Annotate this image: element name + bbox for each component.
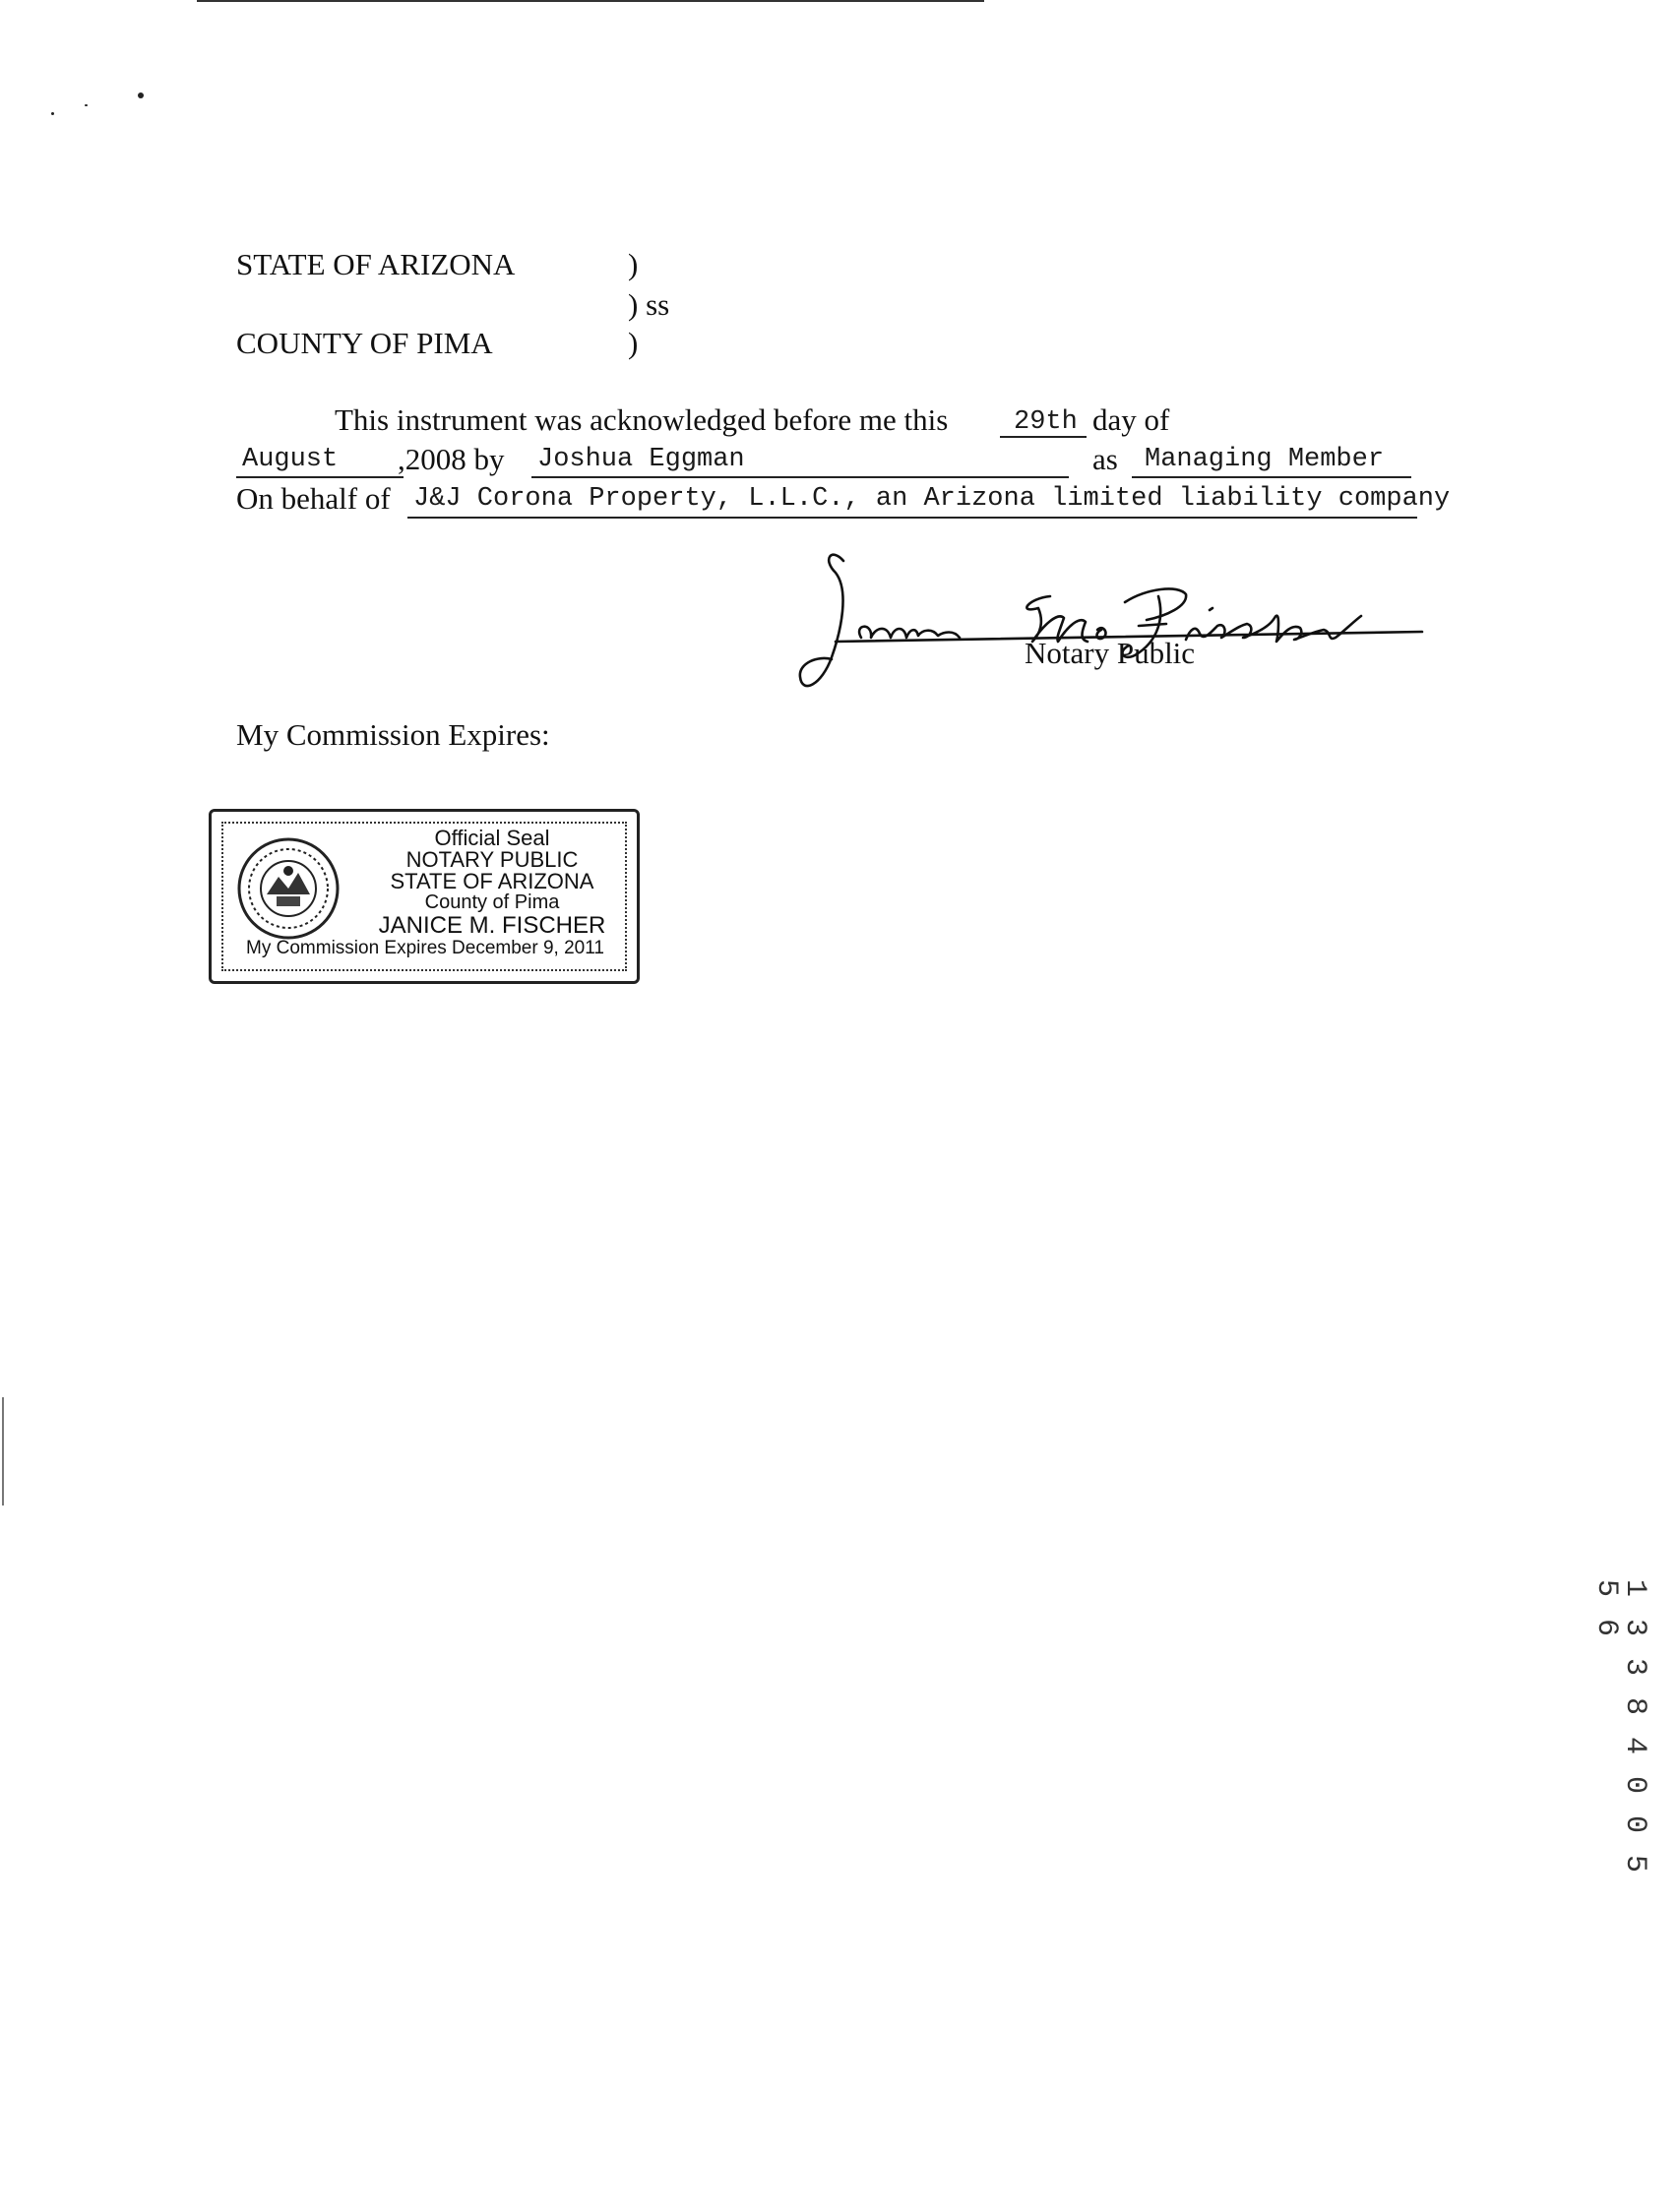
ack-behalf-prefix: On behalf of bbox=[236, 481, 391, 516]
scan-speck bbox=[138, 92, 144, 98]
state-label: STATE OF ARIZONA bbox=[236, 247, 516, 281]
county-label: COUNTY OF PIMA bbox=[236, 326, 493, 360]
recording-number-text: 1 3 3 8 4 0 0 5 5 6 bbox=[1589, 1579, 1651, 1875]
capacity-underline bbox=[1132, 476, 1411, 478]
ack-line1-prefix: This instrument was acknowledged before me this bbox=[335, 402, 949, 437]
scan-left-edge bbox=[2, 1397, 4, 1505]
ack-year-text: ,2008 by bbox=[398, 442, 505, 476]
venue-ss: ) ss bbox=[628, 287, 670, 322]
ack-capacity-value: Managing Member bbox=[1145, 445, 1385, 474]
recording-number bbox=[1589, 1579, 1651, 1875]
ack-as-text: as bbox=[1092, 442, 1118, 476]
commission-expires-label: My Commission Expires: bbox=[236, 717, 550, 752]
day-underline bbox=[1000, 436, 1087, 438]
scan-speck bbox=[85, 104, 88, 106]
state-seal-emblem-icon bbox=[233, 833, 343, 944]
notary-public-title: Notary Public bbox=[1025, 636, 1196, 670]
month-underline bbox=[236, 476, 404, 478]
ack-month-value: August bbox=[242, 445, 339, 474]
ack-day-value: 29th bbox=[1014, 407, 1078, 437]
notary-seal-stamp bbox=[209, 809, 640, 984]
seal-line-state: STATE OF ARIZONA bbox=[390, 869, 594, 893]
venue-paren-open: ) bbox=[628, 247, 639, 281]
seal-line-county: County of Pima bbox=[424, 891, 560, 913]
notary-signature bbox=[792, 539, 1442, 707]
seal-line-name: JANICE M. FISCHER bbox=[378, 912, 606, 939]
ack-line1-suffix: day of bbox=[1092, 402, 1170, 437]
scan-top-edge bbox=[197, 0, 984, 2]
seal-line-notary: NOTARY PUBLIC bbox=[405, 847, 579, 872]
seal-line-expires: My Commission Expires December 9, 2011 bbox=[246, 938, 604, 958]
seal-line-official: Official Seal bbox=[434, 826, 550, 850]
entity-underline bbox=[407, 517, 1417, 519]
signer-underline bbox=[531, 476, 1069, 478]
venue-paren-close: ) bbox=[628, 326, 639, 360]
scan-speck bbox=[51, 112, 54, 115]
ack-entity-value: J&J Corona Property, L.L.C., an Arizona limited liability company bbox=[413, 484, 1451, 514]
ack-signer-value: Joshua Eggman bbox=[537, 445, 745, 474]
